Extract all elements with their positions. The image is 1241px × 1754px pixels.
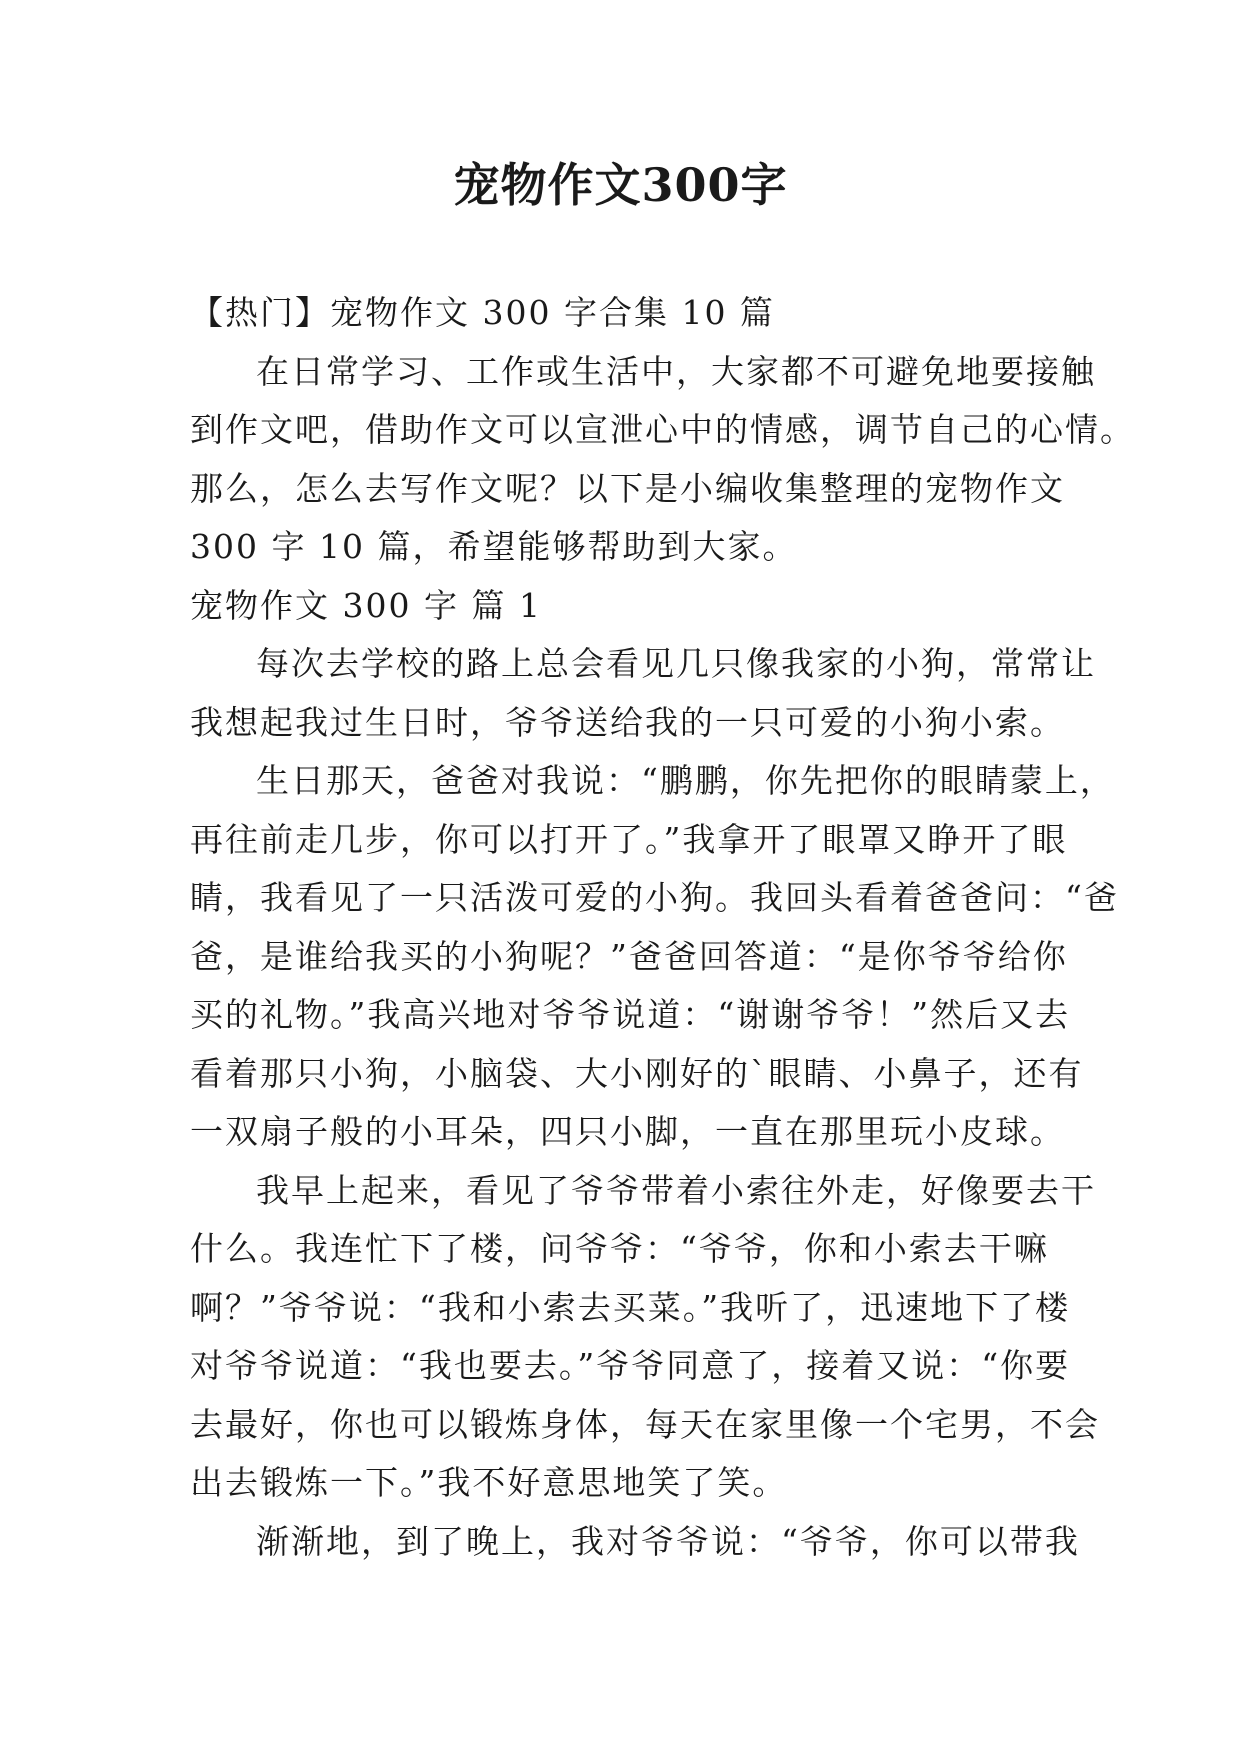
text-line: 去最好，你也可以锻炼身体，每天在家里像一个宅男，不会	[190, 1404, 1100, 1444]
text-line: 出去锻炼一下。”我不好意思地笑了笑。	[190, 1463, 788, 1502]
intro-paragraph	[190, 343, 1135, 577]
body-paragraph-1	[190, 635, 1096, 752]
body-paragraph-2	[190, 752, 1119, 1162]
text-line: 一双扇子般的小耳朵，四只小脚，一直在那里玩小皮球。	[190, 1112, 1065, 1151]
text-line: 我想起我过生日时，爷爷送给我的一只可爱的小狗小索。	[190, 702, 1065, 742]
text-line: 爸，是谁给我买的小狗呢？”爸爸回答道：“是你爷爷给你	[190, 936, 1068, 976]
text-line: 每次去学校的路上总会看见几只像我家的小狗，常常让	[256, 644, 1096, 683]
section-heading: 宠物作文 300 字 篇 1	[190, 585, 542, 625]
text-line: 睛，我看见了一只活泼可爱的小狗。我回头看着爸爸问：“爸	[190, 878, 1119, 917]
document-title: 宠物作文300字	[453, 158, 788, 212]
body-paragraph-3	[190, 1162, 1100, 1513]
text-line: 我早上起来，看见了爷爷带着小索往外走，好像要去干	[256, 1170, 1096, 1210]
text-line: 什么。我连忙下了楼，问爷爷：“爷爷，你和小索去干嘛	[190, 1229, 1049, 1268]
text-line: 啊？”爷爷说：“我和小索去买菜。”我听了，迅速地下了楼	[190, 1287, 1071, 1327]
document-subtitle: 【热门】宠物作文 300 字合集 10 篇	[190, 293, 775, 332]
text-line: 在日常学习、工作或生活中，大家都不可避免地要接触	[256, 351, 1096, 391]
text-line: 买的礼物。”我高兴地对爷爷说道：“谢谢爷爷！”然后又去	[190, 995, 1071, 1034]
text-line: 对爷爷说道：“我也要去。”爷爷同意了，接着又说：“你要	[190, 1346, 1071, 1385]
text-line: 再往前走几步，你可以打开了。”我拿开了眼罩又睁开了眼	[190, 819, 1068, 859]
text-line: 生日那天，爸爸对我说：“鹏鹏，你先把你的眼睛蒙上，	[256, 761, 1115, 800]
text-line: 看着那只小狗，小脑袋、大小刚好的`眼睛、小鼻子，还有	[190, 1053, 1084, 1093]
text-line: 那么，怎么去写作文呢？以下是小编收集整理的宠物作文	[190, 468, 1065, 508]
text-line: 渐渐地，到了晚上，我对爷爷说：“爷爷，你可以带我	[256, 1521, 1080, 1561]
text-line: 到作文吧，借助作文可以宣泄心中的情感，调节自己的心情。	[190, 410, 1135, 449]
text-line: 300 字 10 篇，希望能够帮助到大家。	[190, 527, 798, 566]
body-paragraph-4	[190, 1513, 1080, 1572]
document-body	[190, 284, 1135, 1571]
